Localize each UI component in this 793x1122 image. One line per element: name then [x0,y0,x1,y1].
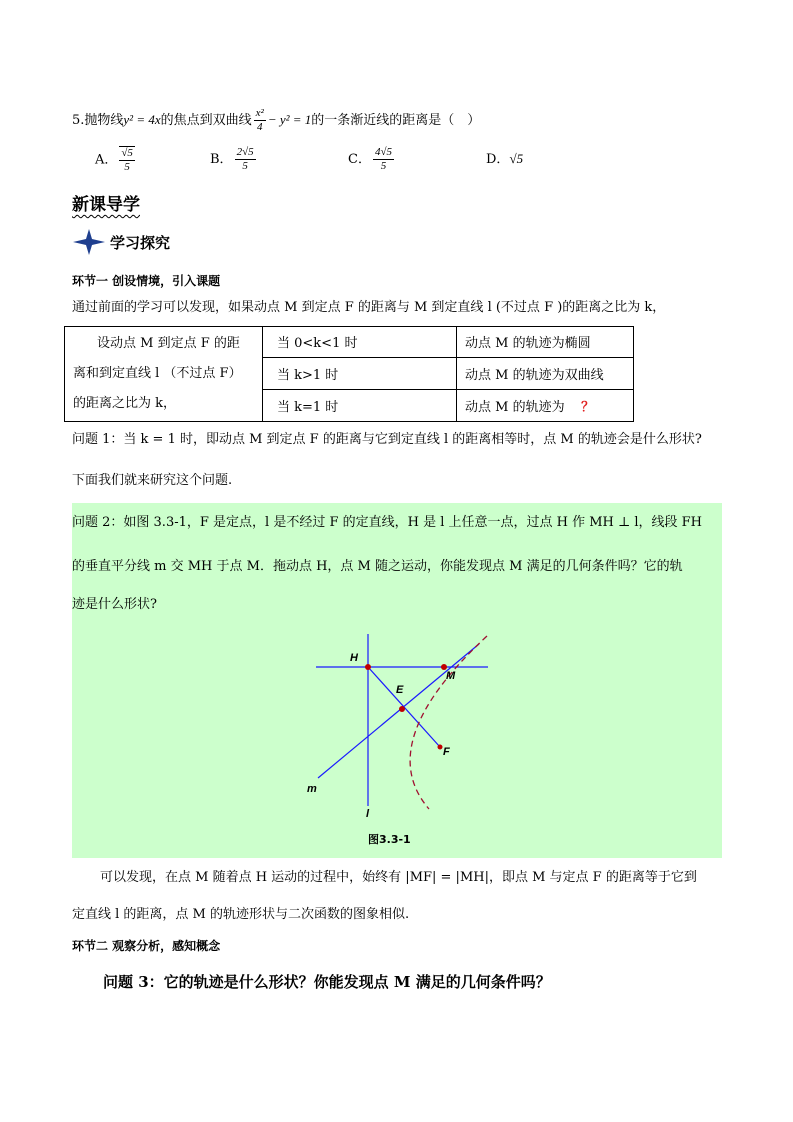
question-2-line: 迹是什么形状? [72,597,157,612]
table-left-cell: 设动点 M 到定点 F 的距 离和到定直线 l （不过点 F） 的距离之比为 k， [65,327,263,422]
step1-title: 环节一 创设情境，引入课题 [72,274,221,288]
hyperbola-tail: − y² = 1 [267,112,312,127]
label-f: F [443,746,450,758]
q5-prefix: 5.抛物线 [72,113,124,128]
observe-line: 可以发现，在点 M 随着点 H 运动的过程中，始终有 |MF| = |MH|，即点 M 与定点 F 的距离等于它到 [100,870,697,885]
subsection-title: 学习探究 [110,234,171,252]
figure-3-3-1 [72,503,722,858]
q5-suffix: 的一条渐近线的距离是（ ） [311,113,481,128]
option-c[interactable]: C． $\frac{4√5}{5}$ [348,146,392,172]
point-e [399,706,405,712]
option-d[interactable]: D．√5 [486,151,524,167]
table-result: 动点 M 的轨迹为椭圆 [457,327,634,358]
parabola-curve [410,636,487,809]
table-cond: 当 k=1 时 [263,389,457,421]
bisector-line-m [318,644,479,778]
label-e: E [396,684,404,696]
next-line: 下面我们就来研究这个问题. [72,473,233,488]
option-a[interactable]: A． $\frac{√5}{5}$ [95,147,133,173]
question-mark: ？ [581,399,595,415]
q5-mid: 的焦点到双曲线 [160,113,252,128]
table-result: 动点 M 的轨迹为双曲线 [457,357,634,389]
star-icon [72,228,106,256]
label-m-line: m [307,783,317,795]
label-m: M [446,670,456,682]
point-f [438,745,443,750]
question-2-box [72,503,722,858]
ratio-table [64,326,634,422]
question-2-line: 的垂直平分线 m 交 MH 于点 M．拖动点 H，点 M 随之运动，你能发现点 M 满足的几何条件吗？它的轨 [72,559,683,574]
question-3: 问题 3：它的轨迹是什么形状？你能发现点 M 满足的几何条件吗？ [103,973,551,991]
point-h [365,664,371,670]
table-result: 动点 M 的轨迹为 ？ [457,389,634,421]
parabola-equation: y² = 4x [123,112,161,127]
table-cond: 当 0<k<1 时 [263,327,457,358]
label-h: H [350,652,358,664]
table-cond: 当 k>1 时 [263,357,457,389]
hyperbola-fraction: $\frac{\text{x²}}{4}$ [255,107,264,133]
observe-line: 定直线 l 的距离，点 M 的轨迹形状与二次函数的图象相似. [72,907,410,922]
question-5 [72,107,480,134]
intro-line: 通过前面的学习可以发现，如果动点 M 到定点 F 的距离与 M 到定直线 l (不过点 F )的距离之比为 k， [72,300,666,315]
question-2-line: 问题 2：如图 3.3-1，F 是定点，l 是不经过 F 的定直线，H 是 l 上任意一点，过点 H 作 MH ⊥ l，线段 FH [72,515,703,530]
section-title: 新课导学 [72,195,140,215]
label-l: l [366,808,370,820]
figure-caption: 图3.3-1 [368,833,411,846]
question-1: 问题 1：当 k = 1 时，即动点 M 到定点 F 的距离与它到定直线 l 的距离相等时，点 M 的轨迹会是什么形状? [72,432,702,447]
option-b[interactable]: B． $\frac{2√5}{5}$ [210,146,254,172]
step2-title: 环节二 观察分析，感知概念 [72,939,221,953]
